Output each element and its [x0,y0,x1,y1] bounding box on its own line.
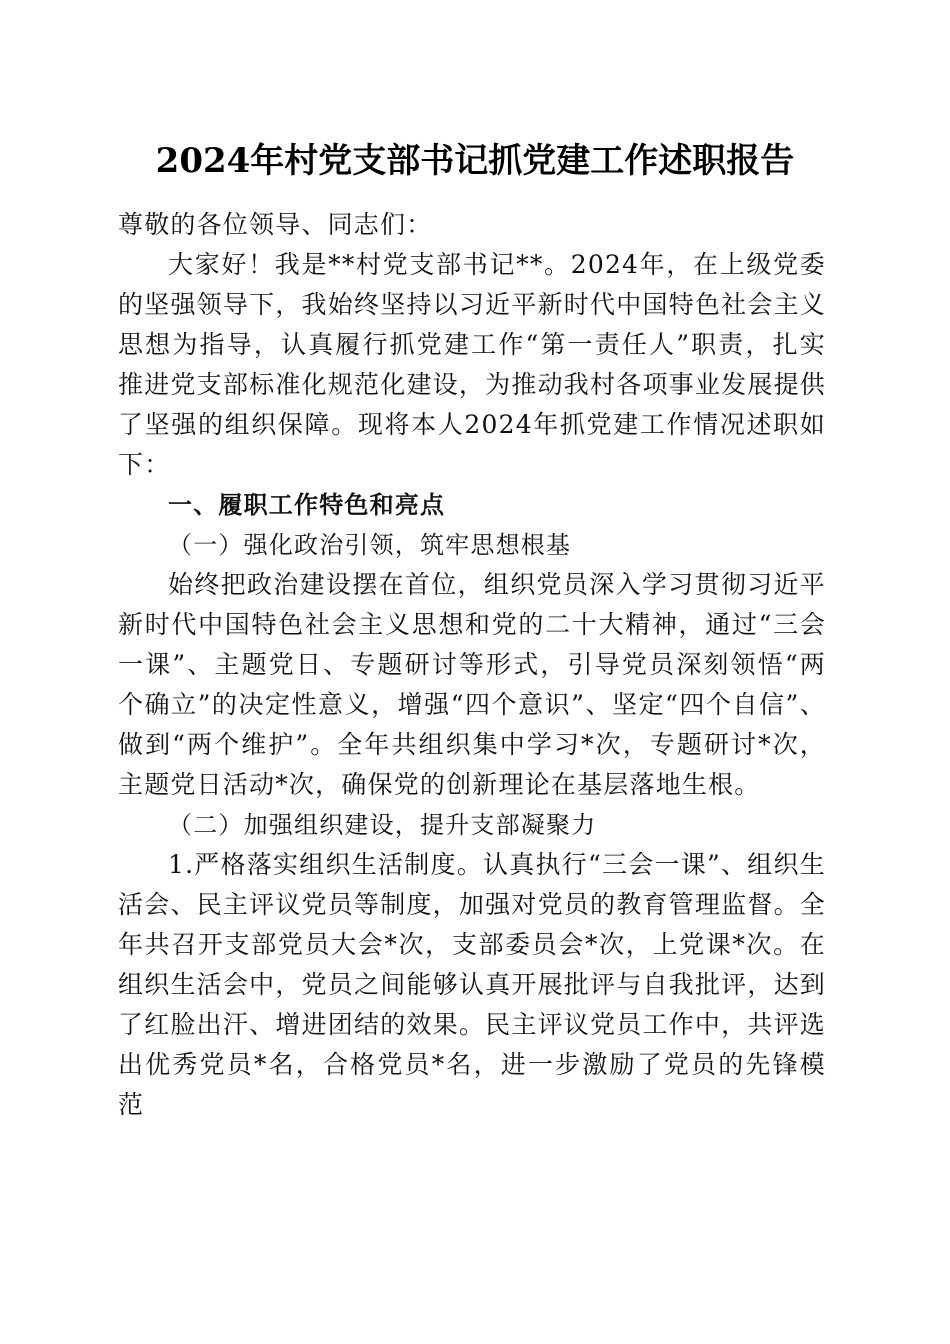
document-title: 2024年村党支部书记抓党建工作述职报告 [155,141,795,181]
subsection-heading-2: （二）加强组织建设，提升支部凝聚力 [168,811,597,839]
document-body [118,205,826,1125]
item-paragraph-1: 1.严格落实组织生活制度。认真执行“三会一课”、组织生活会、民主评议党员等制度，加强对党员的教育管理监督。全年共召开支部党员大会*次，支部委员会*次，上党课*次。在组织生活会中，党员之间能够认真开展批评与自我批评，达到了红脸出汗、增进团结的效果。民主评议党员工作中，共评选出优秀党员*名，合格党员*名，进一步激励了党员的先锋模范 [118,850,826,1119]
section-heading-1: 一、履职工作特色和亮点 [168,491,446,519]
subsection-heading-1: （一）强化政治引领，筑牢思想根基 [168,531,572,559]
intro-paragraph: 大家好！我是**村党支部书记**。2024年，在上级党委的坚强领导下，我始终坚持以习近平新时代中国特色社会主义思想为指导，认真履行抓党建工作“第一责任人”职责，扎实推进党支部标准化规范化建设，为推动我村各项事业发展提供了坚强的组织保障。现将本人2024年抓党建工作情况述职如下： [118,250,826,479]
subsection-paragraph-1: 始终把政治建设摆在首位，组织党员深入学习贯彻习近平新时代中国特色社会主义思想和党的二十大精神，通过“三会一课”、主题党日、专题研讨等形式，引导党员深刻领悟“两个确立”的决定性意义，增强“四个意识”、坚定“四个自信”、做到“两个维护”。全年共组织集中学习*次，专题研讨*次，主题党日活动*次，确保党的创新理论在基层落地生根。 [118,570,826,799]
salutation: 尊敬的各位领导、同志们： [118,210,433,239]
